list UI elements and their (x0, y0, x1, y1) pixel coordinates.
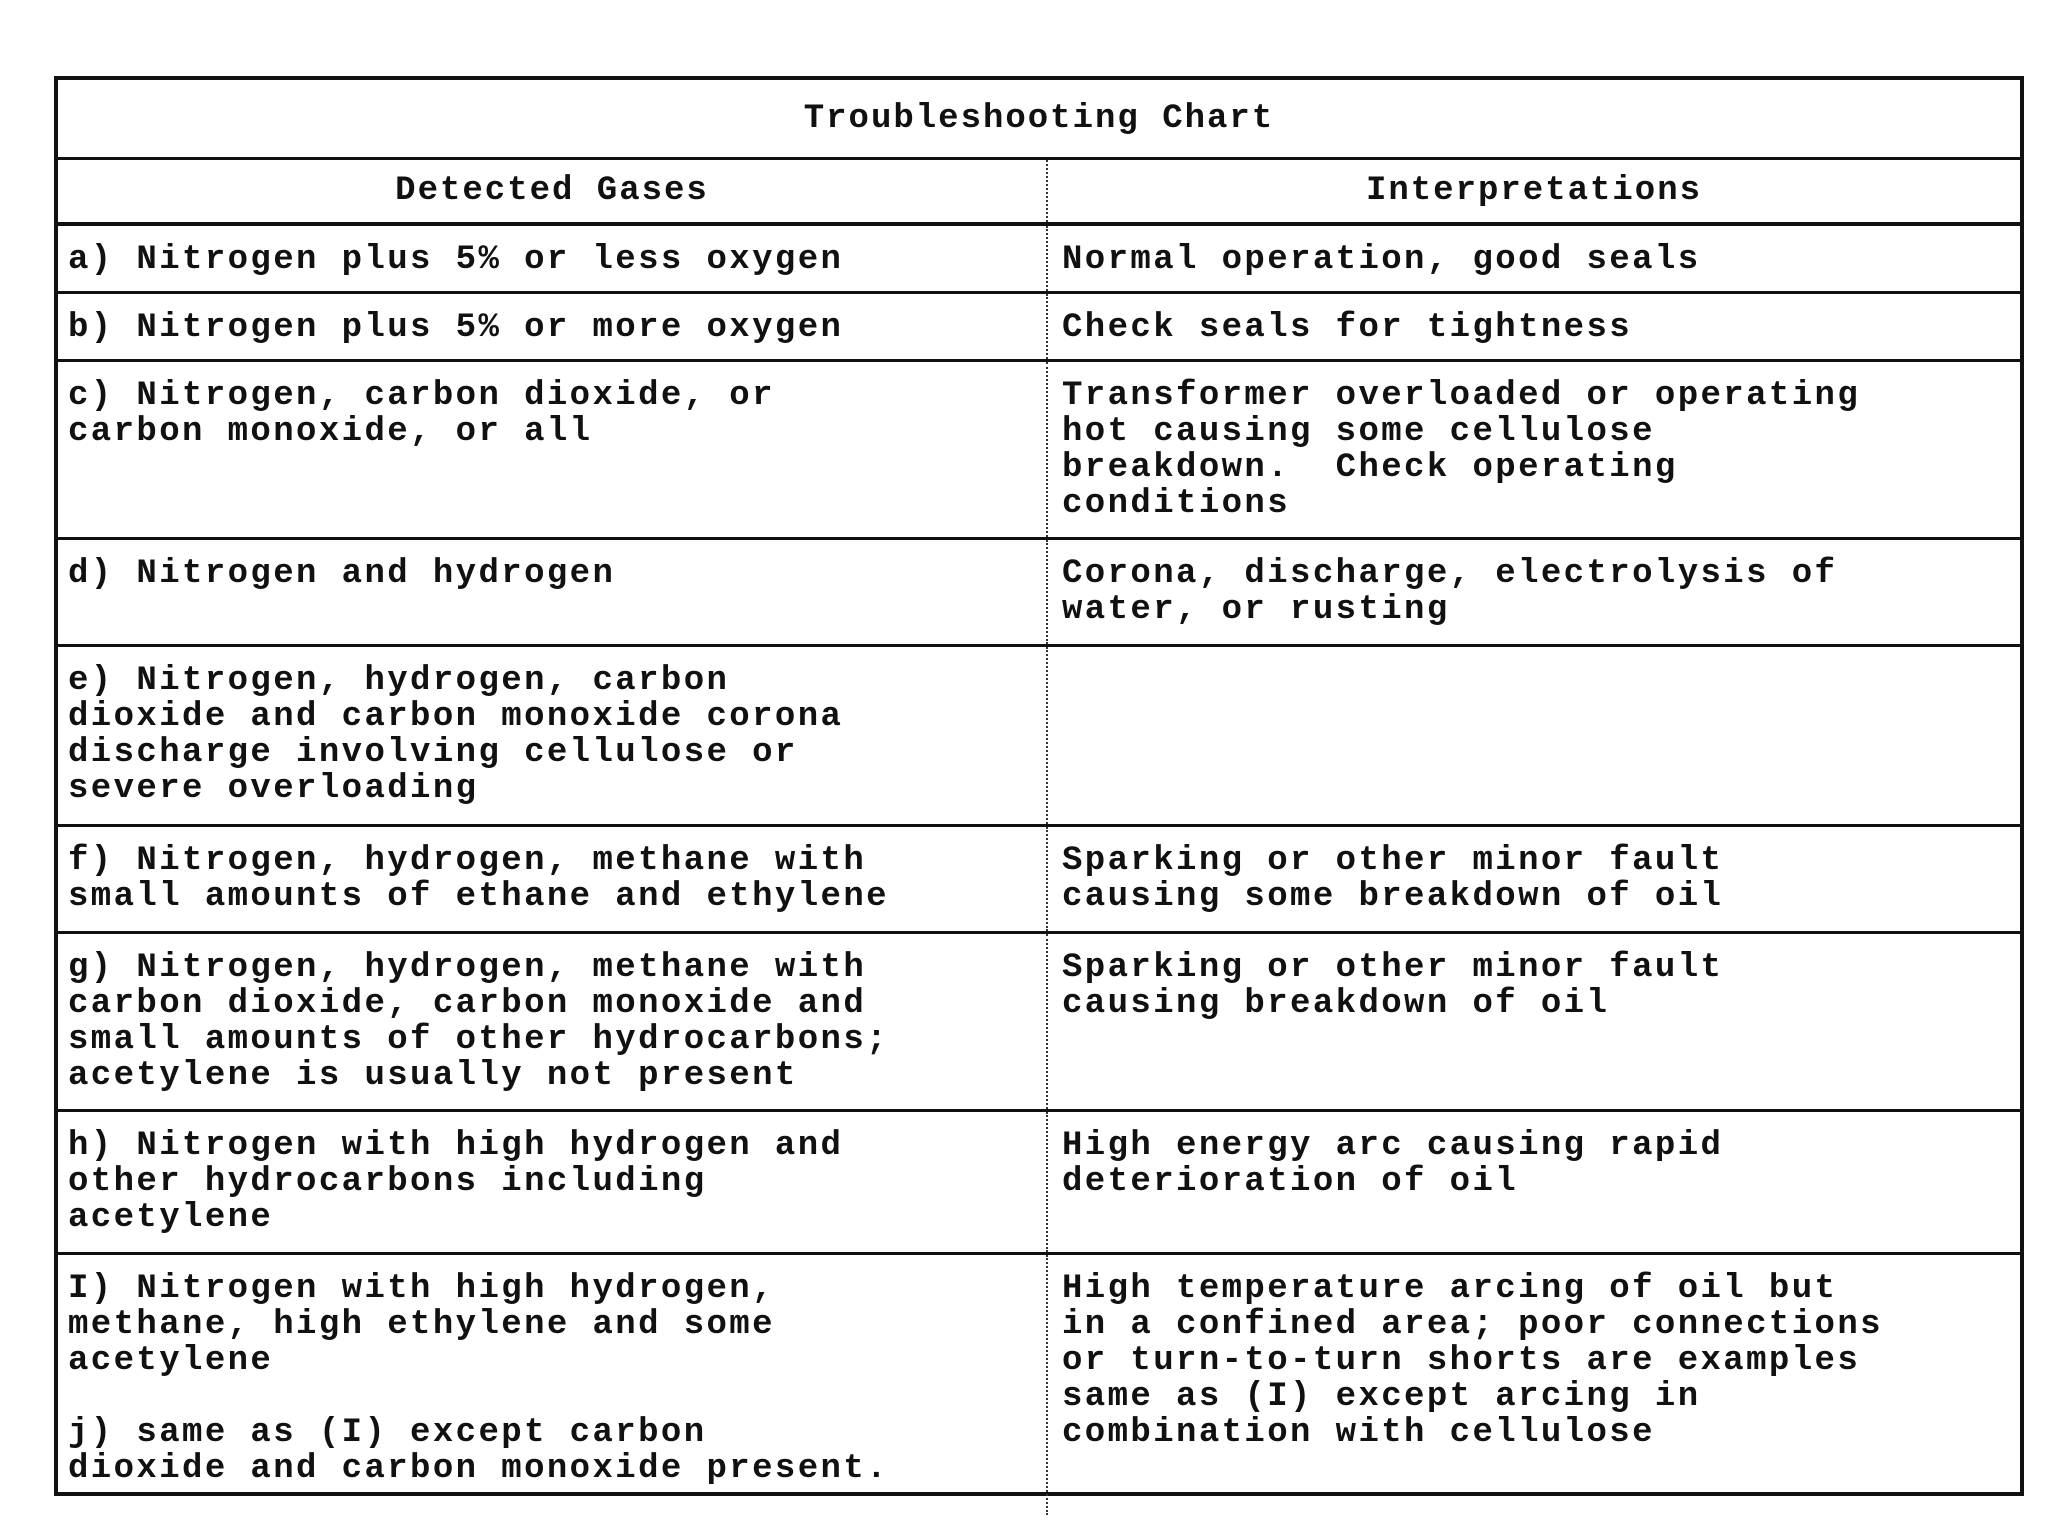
interpretation-cell: Check seals for tightness (1062, 309, 1633, 347)
gases-cell: g) Nitrogen, hydrogen, methane with carbon dioxide, carbon monoxide and small amounts of other hydrocarbons; acetylene is usually not present (58, 934, 1048, 1109)
table-row (58, 226, 2020, 294)
interpretation-cell: Corona, discharge, electrolysis of water, or rusting (1062, 555, 1838, 629)
interpretation-cell: Normal operation, good seals (1062, 241, 1701, 279)
chart-title: Troubleshooting Chart (58, 80, 2020, 160)
table-row (58, 827, 2020, 934)
gases-cell: I) Nitrogen with high hydrogen, methane, high ethylene and some acetylene j) same as (I) except carbon dioxide and carbon monoxide present. (58, 1255, 1048, 1515)
table-body (58, 226, 2020, 1515)
gases-cell: b) Nitrogen plus 5% or more oxygen (58, 294, 1048, 359)
interpretation-cell: Sparking or other minor fault causing breakdown of oil (1062, 949, 1724, 1023)
header-detected-gases: Detected Gases (58, 160, 1048, 222)
interpretation-cell: High temperature arcing of oil but in a confined area; poor connections or turn-to-turn shorts are examples same as (I) except arcing in combination with cellulose (1062, 1270, 1883, 1452)
table-row (58, 1255, 2020, 1515)
gases-cell: h) Nitrogen with high hydrogen and other hydrocarbons including acetylene (58, 1112, 1048, 1252)
table-row (58, 934, 2020, 1112)
header-row (58, 160, 2020, 226)
header-interpretations: Interpretations (1365, 172, 1703, 210)
interpretation-cell (1048, 647, 2020, 824)
gases-cell: a) Nitrogen plus 5% or less oxygen (58, 226, 1048, 291)
table-row (58, 647, 2020, 827)
table-row (58, 1112, 2020, 1255)
gases-cell: f) Nitrogen, hydrogen, methane with small amounts of ethane and ethylene (58, 827, 1048, 931)
gases-cell: c) Nitrogen, carbon dioxide, or carbon monoxide, or all (58, 362, 1048, 537)
troubleshooting-chart (54, 76, 2024, 1496)
interpretation-cell: Transformer overloaded or operating hot causing some cellulose breakdown. Check operating conditions (1062, 377, 1861, 523)
gases-cell: d) Nitrogen and hydrogen (58, 540, 1048, 644)
table-row (58, 540, 2020, 647)
table-row (58, 294, 2020, 362)
table-row (58, 362, 2020, 540)
interpretation-cell: Sparking or other minor fault causing some breakdown of oil (1062, 842, 1724, 916)
gases-cell: e) Nitrogen, hydrogen, carbon dioxide and carbon monoxide corona discharge involving cellulose or severe overloading (58, 647, 1048, 824)
interpretation-cell: High energy arc causing rapid deterioration of oil (1062, 1127, 1724, 1201)
